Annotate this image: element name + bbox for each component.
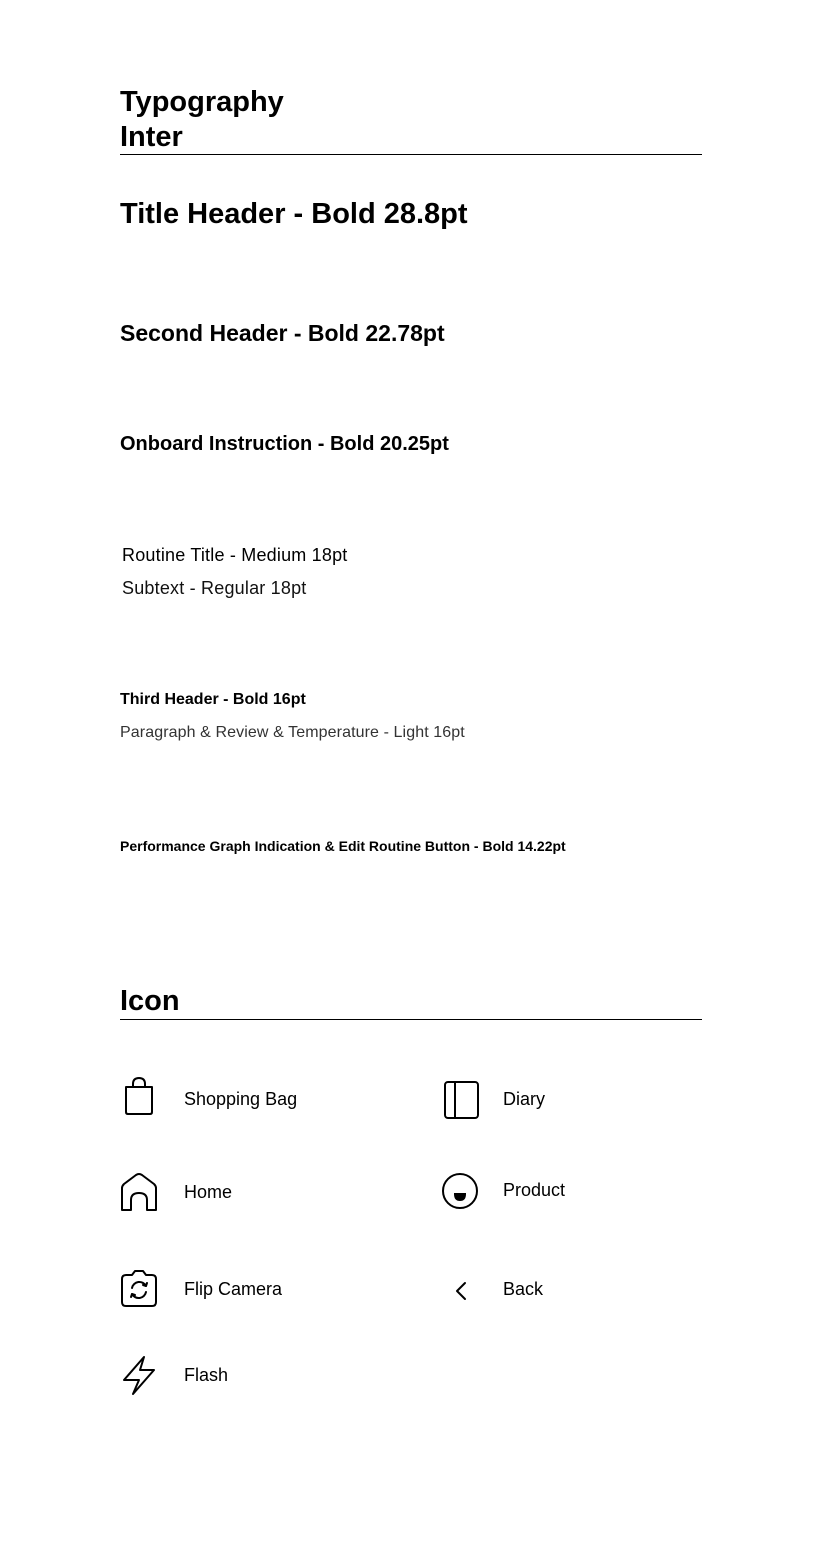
- diary-label: Diary: [503, 1089, 546, 1109]
- icon-section-title: Icon: [120, 985, 180, 1017]
- second-header-specimen: Second Header - Bold 22.78pt: [120, 320, 445, 346]
- product-label: Product: [503, 1180, 566, 1200]
- performance-specimen: Performance Graph Indication & Edit Routine Button - Bold 14.22pt: [120, 838, 566, 854]
- typography-section-title: [120, 85, 284, 155]
- flash-icon: [119, 1355, 159, 1395]
- home-icon: [119, 1172, 159, 1212]
- typography-heading: Typography: [120, 86, 284, 118]
- typography-divider: [120, 154, 702, 155]
- home-label: Home: [184, 1182, 233, 1202]
- subtext-specimen: Subtext - Regular 18pt: [122, 578, 307, 598]
- shopping-bag-label: Shopping Bag: [184, 1089, 298, 1109]
- back-label: Back: [503, 1279, 544, 1299]
- paragraph-specimen: Paragraph & Review & Temperature - Light 16pt: [120, 724, 465, 741]
- flash-label: Flash: [184, 1365, 229, 1385]
- font-family-name: Inter: [120, 121, 183, 153]
- icon-divider: [120, 1019, 702, 1020]
- flip-camera-icon: [119, 1268, 159, 1308]
- back-icon: [441, 1271, 481, 1311]
- product-icon: [440, 1170, 480, 1210]
- diary-icon: [441, 1080, 481, 1120]
- routine-title-specimen: Routine Title - Medium 18pt: [122, 545, 348, 565]
- title-header-specimen: Title Header - Bold 28.8pt: [120, 198, 468, 230]
- onboard-instruction-specimen: Onboard Instruction - Bold 20.25pt: [120, 433, 449, 455]
- shopping-bag-icon: [119, 1076, 159, 1116]
- flip-camera-label: Flip Camera: [184, 1279, 283, 1299]
- third-header-specimen: Third Header - Bold 16pt: [120, 691, 306, 708]
